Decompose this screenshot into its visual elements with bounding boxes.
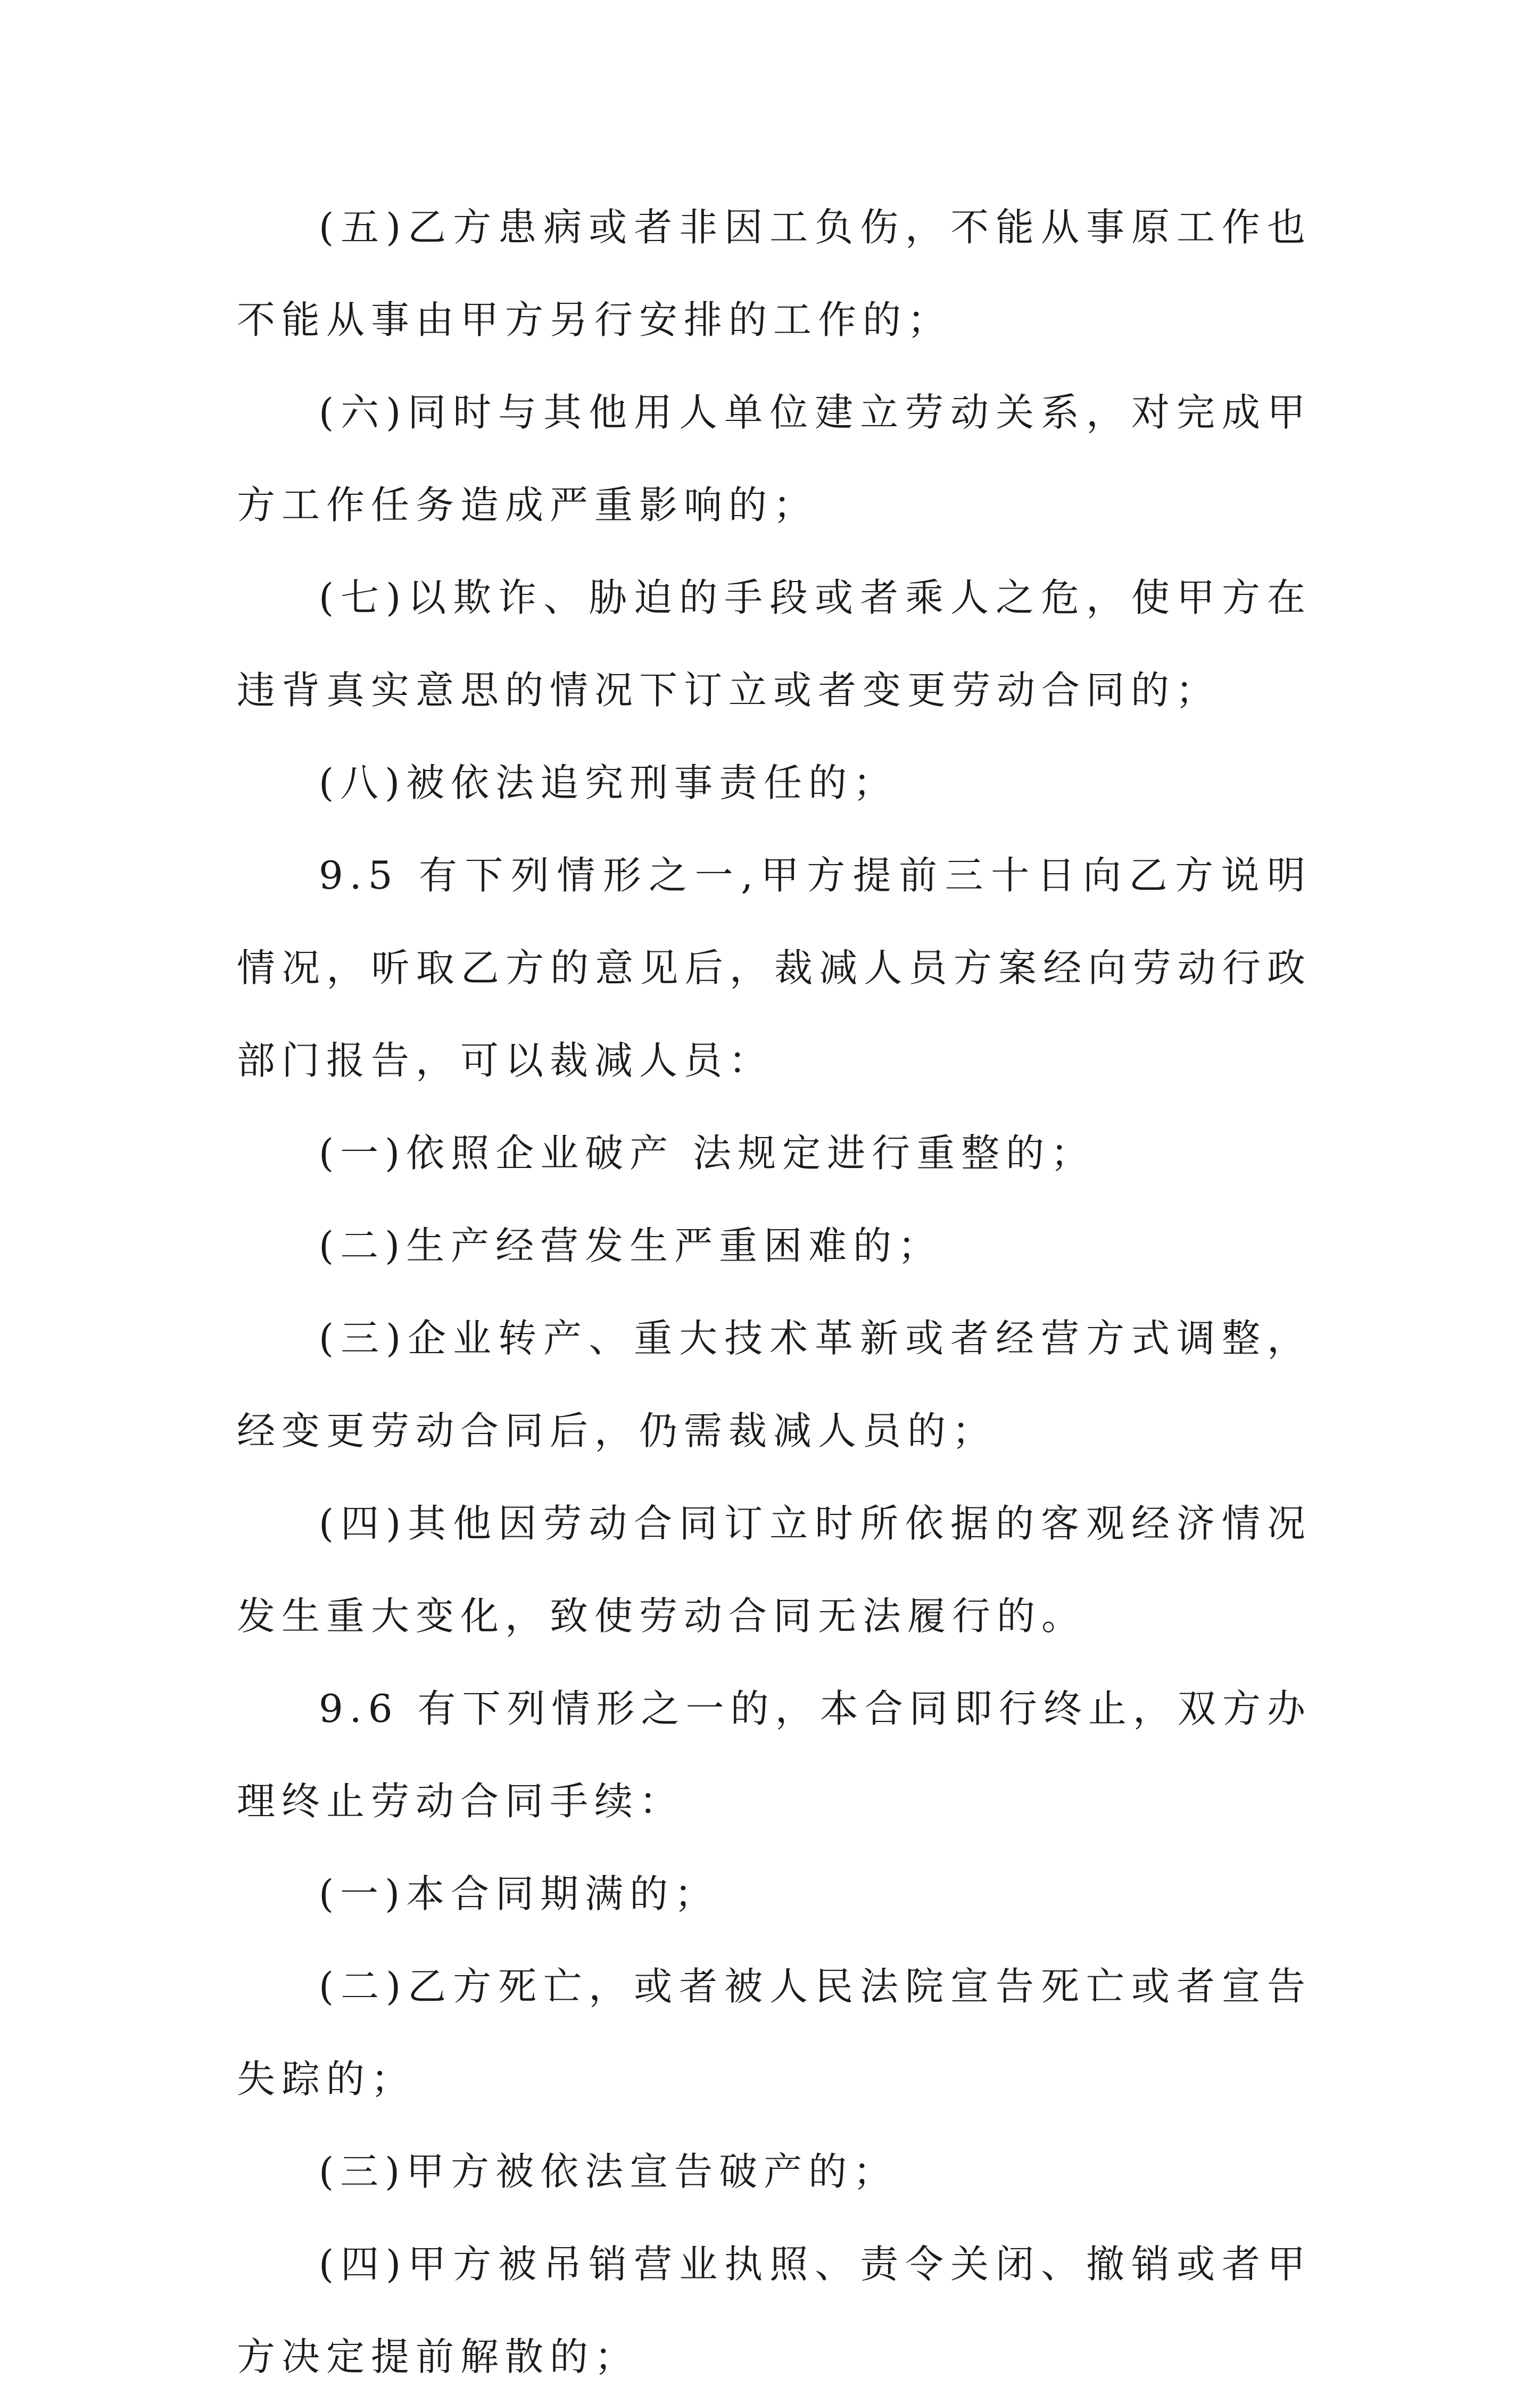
paragraph-clause-9-6: 9.6 有下列情形之一的，本合同即行终止，双方办理终止劳动合同手续：	[237, 1686, 1312, 1824]
paragraph-9-6-item-1: (一)本合同期满的；	[319, 1871, 719, 1916]
paragraph-9-6-item-3: (三)甲方被依法宣告破产的；	[319, 2149, 898, 2194]
paragraph-clause-9-5: 9.5 有下列情形之一,甲方提前三十日向乙方说明情况，听取乙方的意见后，裁减人员方案经向劳动行政部门报告，可以裁减人员：	[237, 853, 1312, 1083]
paragraph-9-5-item-1: (一)依照企业破产 法规定进行重整的；	[319, 1131, 1096, 1175]
paragraph-item-8: (八)被依法追究刑事责任的；	[319, 760, 898, 805]
paragraph-9-6-item-2: (二)乙方死亡，或者被人民法院宣告死亡或者宣告失踪的；	[237, 1964, 1312, 2101]
paragraph-9-5-item-4: (四)其他因劳动合同订立时所依据的客观经济情况发生重大变化，致使劳动合同无法履行的。	[237, 1501, 1312, 1638]
paragraph-item-7: (七)以欺诈、胁迫的手段或者乘人之危，使甲方在违背真实意思的情况下订立或者变更劳动合同的；	[237, 575, 1312, 712]
paragraph-9-6-item-4: (四)甲方被吊销营业执照、责令关闭、撤销或者甲方决定提前解散的；	[237, 2242, 1312, 2379]
paragraph-9-5-item-2: (二)生产经营发生严重困难的；	[319, 1223, 943, 1268]
paragraph-item-6: (六)同时与其他用人单位建立劳动关系，对完成甲方工作任务造成严重影响的；	[237, 390, 1312, 527]
paragraph-item-5: (五)乙方患病或者非因工负伤，不能从事原工作也不能从事由甲方另行安排的工作的；	[237, 205, 1312, 342]
document-body	[237, 181, 1312, 2403]
paragraph-9-5-item-3: (三)企业转产、重大技术革新或者经营方式调整，经变更劳动合同后，仍需裁减人员的；	[237, 1316, 1312, 1453]
